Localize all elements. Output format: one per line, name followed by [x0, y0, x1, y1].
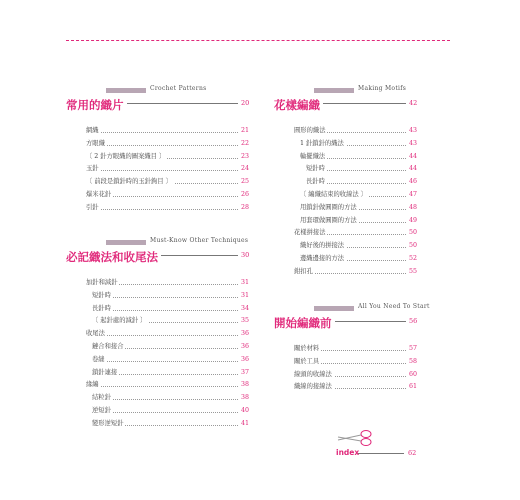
- toc-entry-page: 43: [409, 127, 418, 134]
- section-title: 常用的織片: [66, 97, 127, 113]
- toc-entry-page: 28: [241, 203, 250, 211]
- top-dashed-rule: [66, 40, 450, 41]
- section-english-title: Making Motifs: [358, 85, 407, 92]
- toc-entry[interactable]: [274, 229, 418, 242]
- toc-entry-page: 36: [241, 355, 250, 363]
- toc-entry[interactable]: [66, 191, 250, 204]
- toc-entry[interactable]: [274, 178, 418, 191]
- toc-entry-leader: [92, 361, 238, 362]
- toc-entry-page: 60: [409, 370, 418, 378]
- toc-entry-page: 31: [241, 291, 250, 299]
- toc-entry-leader: [86, 145, 238, 146]
- index-label: index: [336, 448, 360, 457]
- toc-entry-page: 25: [241, 178, 250, 186]
- toc-entry-page: 24: [241, 165, 250, 173]
- toc-entry[interactable]: [274, 140, 418, 153]
- toc-entry-page: 23: [241, 152, 250, 160]
- toc-entry-label: 玉針: [86, 165, 99, 173]
- toc-entry[interactable]: [66, 204, 250, 217]
- toc-entry-label: 短針時: [92, 291, 111, 299]
- toc-entry-page: 44: [409, 152, 418, 160]
- toc-entry-label: 關於材料: [294, 345, 320, 352]
- toc-entry-page: 58: [409, 357, 418, 365]
- toc-entry-leader: [92, 412, 238, 413]
- toc-entry[interactable]: [66, 420, 250, 433]
- toc-entry-leader: [86, 386, 238, 387]
- toc-entry[interactable]: [274, 165, 418, 178]
- toc-entry-page: 21: [241, 127, 250, 134]
- toc-entry-page: 41: [241, 419, 250, 427]
- section-bar: [106, 88, 146, 93]
- toc-entry-label: 邊織邊接的方法: [300, 254, 345, 262]
- toc-entry[interactable]: [274, 127, 418, 140]
- index-leader: [358, 453, 404, 454]
- toc-entry-leader: [92, 399, 238, 400]
- toc-entry[interactable]: [274, 191, 418, 204]
- toc-entry-label: 〔 2 針方眼織的圖案織目 〕: [86, 152, 166, 160]
- toc-entry[interactable]: [66, 292, 250, 305]
- toc-section: [274, 303, 430, 396]
- toc-entry-label: 引針: [86, 203, 99, 211]
- section-title: 必記織法和收尾法: [66, 249, 161, 265]
- toc-entry-label: 鏈合和接合: [92, 342, 124, 350]
- toc-entry-label: 變形逆短針: [92, 419, 124, 427]
- scissors-icon: [336, 428, 376, 448]
- toc-entry[interactable]: [66, 330, 250, 343]
- section-title: 開始編織前: [274, 315, 335, 331]
- toc-entry-page: 36: [241, 342, 250, 350]
- toc-entry[interactable]: [66, 356, 250, 369]
- toc-entry[interactable]: [274, 345, 418, 358]
- toc-entry-label: 網織: [86, 127, 99, 134]
- toc-entry-page: 47: [409, 190, 418, 198]
- toc-entry-page: 57: [409, 345, 418, 352]
- toc-entry-label: 織線的接線法: [294, 383, 332, 391]
- toc-entry-leader: [86, 335, 238, 336]
- toc-entry[interactable]: [274, 242, 418, 255]
- toc-entry-page: 26: [241, 190, 250, 198]
- toc-entry-page: 50: [409, 242, 418, 250]
- toc-entry[interactable]: [66, 407, 250, 420]
- section-bar: [106, 240, 146, 245]
- toc-entry[interactable]: [274, 153, 418, 166]
- toc-entry[interactable]: [66, 153, 250, 166]
- toc-entry-label: 輪擺織法: [300, 152, 326, 160]
- toc-entry[interactable]: [66, 165, 250, 178]
- toc-entry-label: 〔 編織結束的收線法 〕: [300, 190, 367, 198]
- toc-entry-label: 〔 前段是鎖針時的玉針鉤目 〕: [86, 178, 172, 186]
- toc-entry-label: 〔 起針處的減針 〕: [92, 317, 147, 325]
- toc-entry-label: 緣編: [86, 381, 99, 389]
- toc-section: [66, 237, 250, 433]
- toc-entry-label: 加針和減針: [86, 279, 118, 286]
- section-title: 花樣編織: [274, 97, 323, 113]
- toc-entry[interactable]: [274, 371, 418, 384]
- toc-entry-page: 61: [409, 383, 418, 391]
- toc-entry-label: 長針時: [92, 304, 111, 312]
- toc-entry-page: 52: [409, 254, 418, 262]
- toc-entry-page: 43: [409, 139, 418, 147]
- section-header[interactable]: [274, 303, 430, 334]
- section-leader: [112, 103, 238, 104]
- toc-entry[interactable]: [66, 279, 250, 292]
- toc-entry-page: 40: [241, 406, 250, 414]
- section-header[interactable]: [274, 85, 418, 116]
- toc-entry-page: 34: [241, 304, 250, 312]
- toc-entry-label: 線頭的收線法: [294, 370, 332, 378]
- index-page: 62: [408, 449, 417, 457]
- toc-entry-leader: [92, 297, 238, 298]
- toc-entry-label: 短針時: [306, 165, 325, 173]
- toc-entry-page: 22: [241, 139, 250, 147]
- toc-entry-label: 鎖針連接: [92, 368, 118, 376]
- toc-entry[interactable]: [66, 369, 250, 382]
- toc-entry[interactable]: [274, 383, 418, 396]
- toc-entry-label: 卷縫: [92, 355, 105, 363]
- toc-entry-page: 38: [241, 394, 250, 402]
- toc-entry-label: 1 針鎖針的織法: [300, 139, 344, 147]
- toc-entry-label: 關於工具: [294, 357, 320, 365]
- section-bar: [314, 88, 354, 93]
- toc-entry-leader: [86, 209, 238, 210]
- toc-section: [66, 85, 250, 217]
- section-header[interactable]: [66, 85, 250, 116]
- toc-entry[interactable]: [66, 127, 250, 140]
- section-page-number: 30: [241, 251, 250, 259]
- toc-entry[interactable]: [66, 317, 250, 330]
- toc-entry[interactable]: [66, 140, 250, 153]
- toc-entry-label: 用鎖針做圓圈的方法: [300, 203, 357, 211]
- toc-entry[interactable]: [66, 394, 250, 407]
- section-bar: [314, 306, 354, 311]
- section-page-number: 42: [409, 99, 418, 107]
- toc-entry[interactable]: [274, 358, 418, 371]
- toc-entry[interactable]: [274, 217, 418, 230]
- section-page-number: 20: [241, 99, 250, 107]
- section-leader: [320, 103, 406, 104]
- toc-entry-leader: [92, 310, 238, 311]
- toc-entry-label: 花樣拼接法: [294, 229, 326, 237]
- toc-section: [274, 85, 418, 281]
- toc-entry-page: 37: [241, 368, 250, 376]
- section-english-title: All You Need To Start: [358, 303, 430, 310]
- toc-entry-page: 55: [409, 267, 418, 275]
- toc-entry-label: 用套環做圓圈的方法: [300, 216, 357, 224]
- toc-entry-leader: [86, 170, 238, 171]
- section-page-number: 56: [409, 317, 418, 325]
- toc-entry-page: 38: [241, 381, 250, 389]
- toc-entry[interactable]: [274, 204, 418, 217]
- toc-entry-page: 48: [409, 203, 418, 211]
- toc-entry-page: 36: [241, 330, 250, 338]
- toc-entry-page: 44: [409, 165, 418, 173]
- toc-entry-label: 鉗扣孔: [294, 267, 313, 275]
- toc-entry[interactable]: [66, 305, 250, 318]
- toc-entry-label: 結粒針: [92, 394, 111, 402]
- toc-entry-label: 方眼織: [86, 139, 105, 147]
- index-entry[interactable]: [336, 448, 418, 460]
- section-english-title: Must-Know Other Techniques: [150, 237, 249, 244]
- toc-entry-label: 長針時: [306, 178, 325, 186]
- toc-entry[interactable]: [66, 178, 250, 191]
- toc-entry-label: 逆短針: [92, 406, 111, 414]
- toc-entry-leader: [86, 132, 238, 133]
- toc-entry-label: 收尾法: [86, 330, 105, 338]
- toc-entry-page: 49: [409, 216, 418, 224]
- toc-entry-page: 35: [241, 317, 250, 325]
- toc-entry-label: 爆米花針: [86, 190, 112, 198]
- toc-entry-label: 織好後的拼接法: [300, 242, 345, 250]
- toc-entry[interactable]: [66, 343, 250, 356]
- toc-entry[interactable]: [66, 381, 250, 394]
- toc-entry-label: 圓形的織法: [294, 127, 326, 134]
- toc-entry[interactable]: [274, 268, 418, 281]
- section-english-title: Crochet Patterns: [150, 85, 207, 92]
- toc-entry-page: 31: [241, 279, 250, 286]
- toc-entry-page: 46: [409, 178, 418, 186]
- section-header[interactable]: [66, 237, 250, 268]
- toc-entry-page: 50: [409, 229, 418, 237]
- toc-entry[interactable]: [274, 255, 418, 268]
